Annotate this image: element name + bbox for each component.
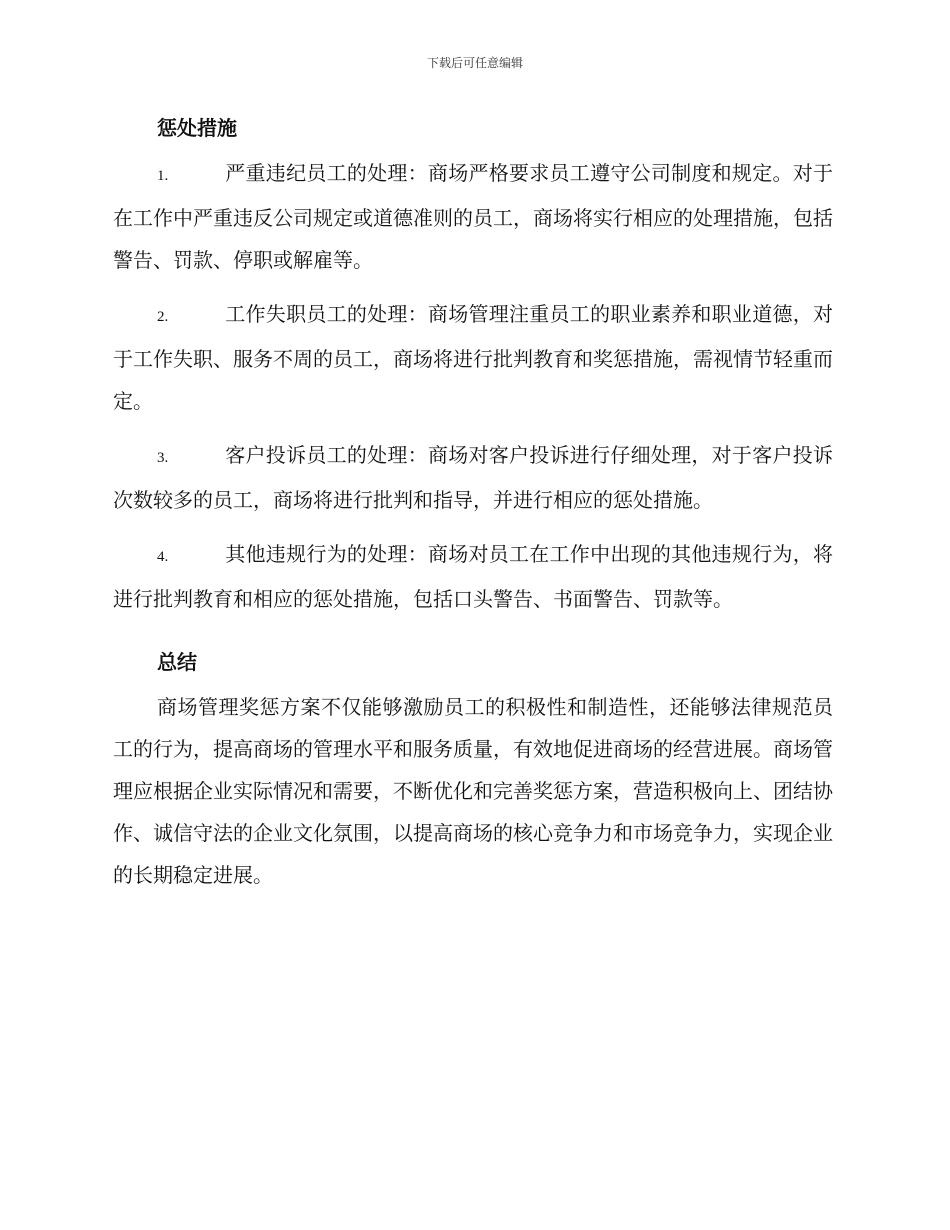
- list-number: 2.: [157, 309, 169, 325]
- list-item-text: 严重违纪员工的处理：商场严格要求员工遵守公司制度和规定。对于在工作中严重违反公司规定或道德准则的员工，商场将实行相应的处理措施，包括警告、罚款、停职或解雇等。: [113, 161, 833, 272]
- list-item-text: 其他违规行为的处理：商场对员工在工作中出现的其他违规行为，将进行批判教育和相应的惩处措施，包括口头警告、书面警告、罚款等。: [113, 542, 833, 611]
- list-item-text: 客户投诉员工的处理：商场对客户投诉进行仔细处理，对于客户投诉次数较多的员工，商场将进行批判和指导，并进行相应的惩处措施。: [113, 443, 833, 512]
- list-number: 1.: [157, 168, 169, 184]
- list-number: 3.: [157, 450, 169, 466]
- list-item: [113, 152, 833, 281]
- summary-paragraph: 商场管理奖惩方案不仅能够激励员工的积极性和制造性，还能够法律规范员工的行为，提高商场的管理水平和服务质量，有效地促进商场的经营进展。商场管理应根据企业实际情况和需要，不断优化和完善奖惩方案，营造积极向上、团结协作、诚信守法的企业文化氛围，以提高商场的核心竞争力和市场竞争力，实现企业的长期稳定进展。: [113, 695, 833, 887]
- list-item: [113, 434, 833, 521]
- section-heading-summary: 总结: [157, 650, 197, 674]
- section-heading-penalties: 惩处措施: [157, 116, 237, 140]
- list-item: [113, 533, 833, 620]
- list-item-text: 工作失职员工的处理：商场管理注重员工的职业素养和职业道德，对于工作失职、服务不周的员工，商场将进行批判教育和奖惩措施，需视情节轻重而定。: [113, 302, 833, 413]
- page-header: 下载后可任意编辑: [426, 56, 523, 70]
- document-body: [113, 108, 833, 908]
- section-spacer: [113, 632, 833, 642]
- list-item: [113, 293, 833, 422]
- list-number: 4.: [157, 549, 169, 565]
